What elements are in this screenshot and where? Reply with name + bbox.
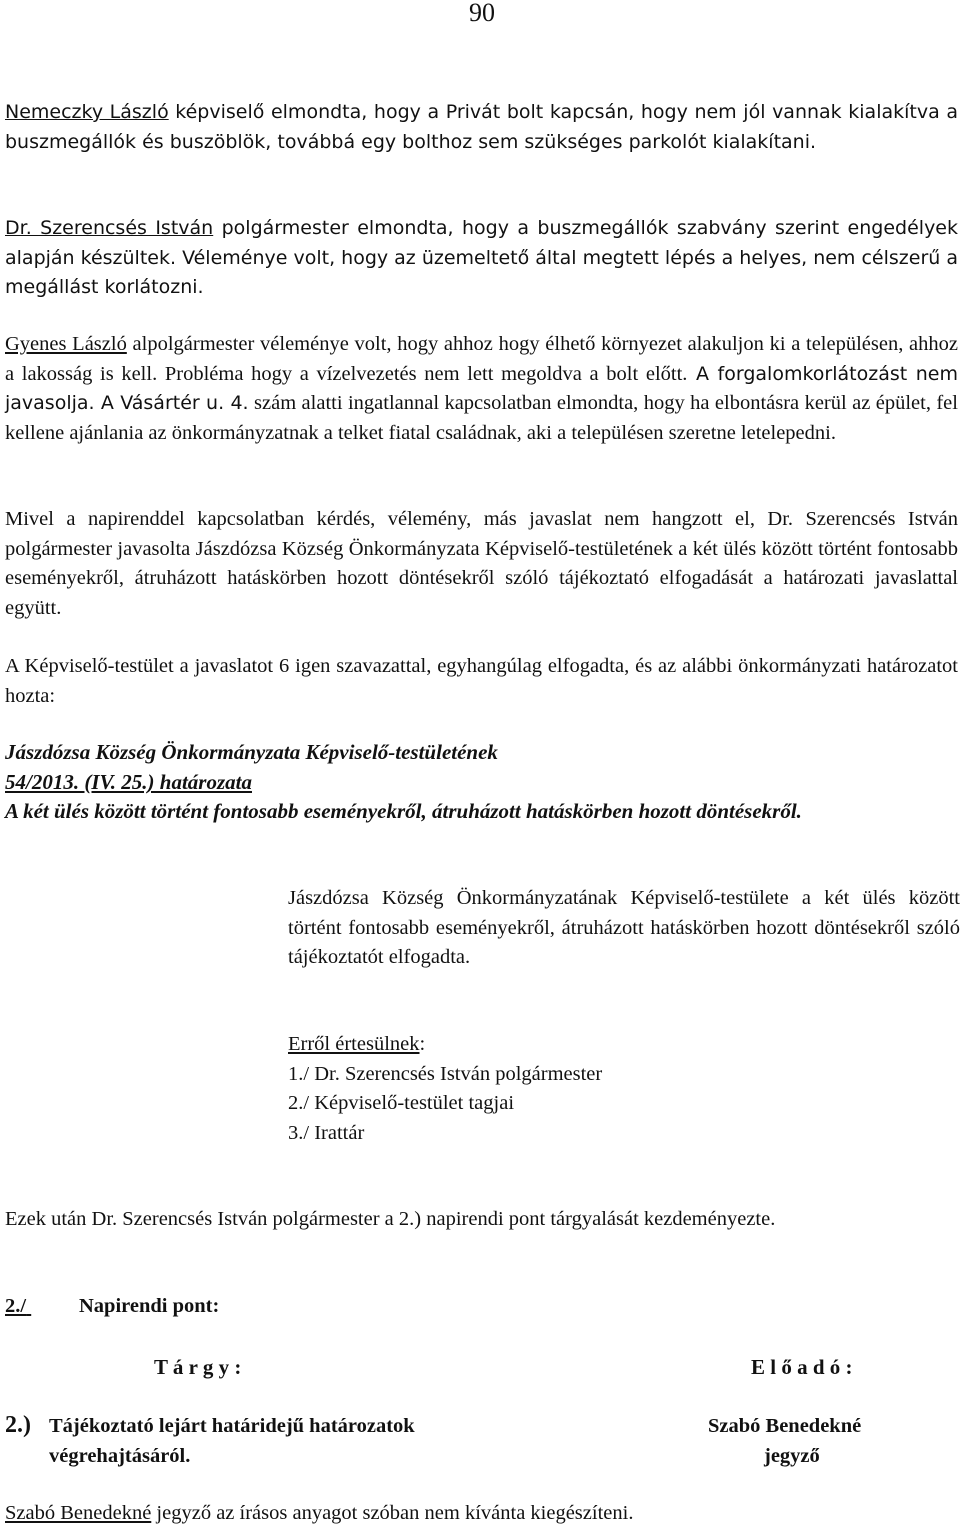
paragraph-text: Véleménye volt, hogy az üzemeltető által megtett lépés a helyes, nem célszerű a megállást korlátozni.	[5, 246, 958, 298]
final-paragraph	[5, 1499, 633, 1529]
paragraph-nemeczky	[5, 98, 958, 157]
speaker-name: Szabó Benedekné	[5, 1502, 152, 1524]
resolution-text: Jászdózsa Község Önkormányzatának Képviselő-testülete a két ülés között történt fontosabb eseményekről, átruházott hatáskörben hozott döntésekről szóló tájékoztatót elfogadta.	[288, 887, 960, 968]
agenda-item-number: 2.)	[5, 1412, 31, 1438]
resolution-body: Jászdózsa Község Önkormányzata Képviselő-testületének	[5, 740, 498, 764]
speaker-name: Gyenes László	[5, 333, 127, 355]
paragraph-text: szám alatti ingatlannal kapcsolatban elmondta, hogy ha elbontásra kerül az épület, fel kellene ajánlania az önkormányzatnak a telket fiatal családnak, aki a településen szeretne letelepedni.	[5, 392, 958, 444]
paragraph-text: képviselő elmondta, hogy a Privát bolt kapcsán, hogy nem jól vannak kialakítva a buszmegállók és buszöblök, továbbá egy bolthoz sem szükséges parkolót kialakítani.	[5, 101, 958, 153]
paragraph-text: jegyző az írásos anyagot szóban nem kívánta kiegészíteni.	[151, 1502, 634, 1524]
speaker-name: Nemeczky László	[5, 101, 169, 123]
subject-header: T á r g y :	[154, 1355, 242, 1379]
paragraph-vote: A Képviselő-testület a javaslatot 6 igen szavazattal, egyhangúlag elfogadta, és az alábbi önkormányzati határozatot hozta:	[5, 655, 958, 707]
agenda-title: Napirendi pont:	[79, 1295, 220, 1317]
paragraph-szerencses	[5, 214, 958, 303]
speaker-name: Dr. Szerencsés István	[5, 217, 214, 239]
transition-text: Ezek után Dr. Szerencsés István polgármester a 2.) napirendi pont tárgyalását kezdeményezte.	[5, 1208, 776, 1230]
resolution-number: 54/2013. (IV. 25.) határozata	[5, 770, 252, 794]
agenda-heading	[5, 1292, 252, 1322]
notification-item: 1./ Dr. Szerencsés István polgármester	[288, 1062, 603, 1085]
agenda-item-subject-cont: végrehajtásáról.	[49, 1445, 191, 1467]
paragraph-gyenes	[5, 330, 958, 448]
notification-item: 2./ Képviselő-testület tagjai	[288, 1092, 515, 1114]
presenter-title: jegyző	[764, 1445, 820, 1467]
notification-item: 3./ Irattár	[288, 1121, 365, 1144]
notification-list	[288, 1030, 602, 1148]
paragraph-text: alpolgármester véleménye volt, hogy ahhoz hogy élhető környezet alakuljon ki a településen, ahhoz a lakosság is kell. Probléma hogy a vízelvezetés nem lett megoldva a bolt előtt.	[5, 333, 958, 385]
page-number: 90	[469, 0, 495, 27]
notification-heading: Erről értesülnek:	[288, 1033, 426, 1055]
agenda-item-subject: Tájékoztató lejárt határidejű határozatok	[49, 1415, 415, 1437]
paragraph-text: polgármester elmondta, hogy a buszmegállók szabvány szerint engedélyek alapján készültek.	[5, 217, 959, 269]
paragraph-proposal: Mivel a napirenddel kapcsolatban kérdés, vélemény, más javaslat nem hangzott el, Dr. Szerencsés István polgármester javasolta Jászdózsa Község Önkormányzata Képviselő-testületének a két ülés között történt fontosabb eseményekről, átruházott hatáskörben hozott döntésekről szóló tájékoztató elfogadását a határozati javaslattal együtt.	[5, 508, 958, 619]
agenda-number: 2./	[5, 1295, 27, 1317]
presenter-name: Szabó Benedekné	[708, 1415, 862, 1437]
paragraph-text: A forgalomkorlátozást nem javasolja. A Vásártér u. 4.	[5, 362, 958, 414]
presenter-header: E l ő a d ó :	[751, 1355, 853, 1379]
resolution-subject: A két ülés között történt fontosabb eseményekről, átruházott hatáskörben hozott döntésekről.	[5, 799, 802, 823]
